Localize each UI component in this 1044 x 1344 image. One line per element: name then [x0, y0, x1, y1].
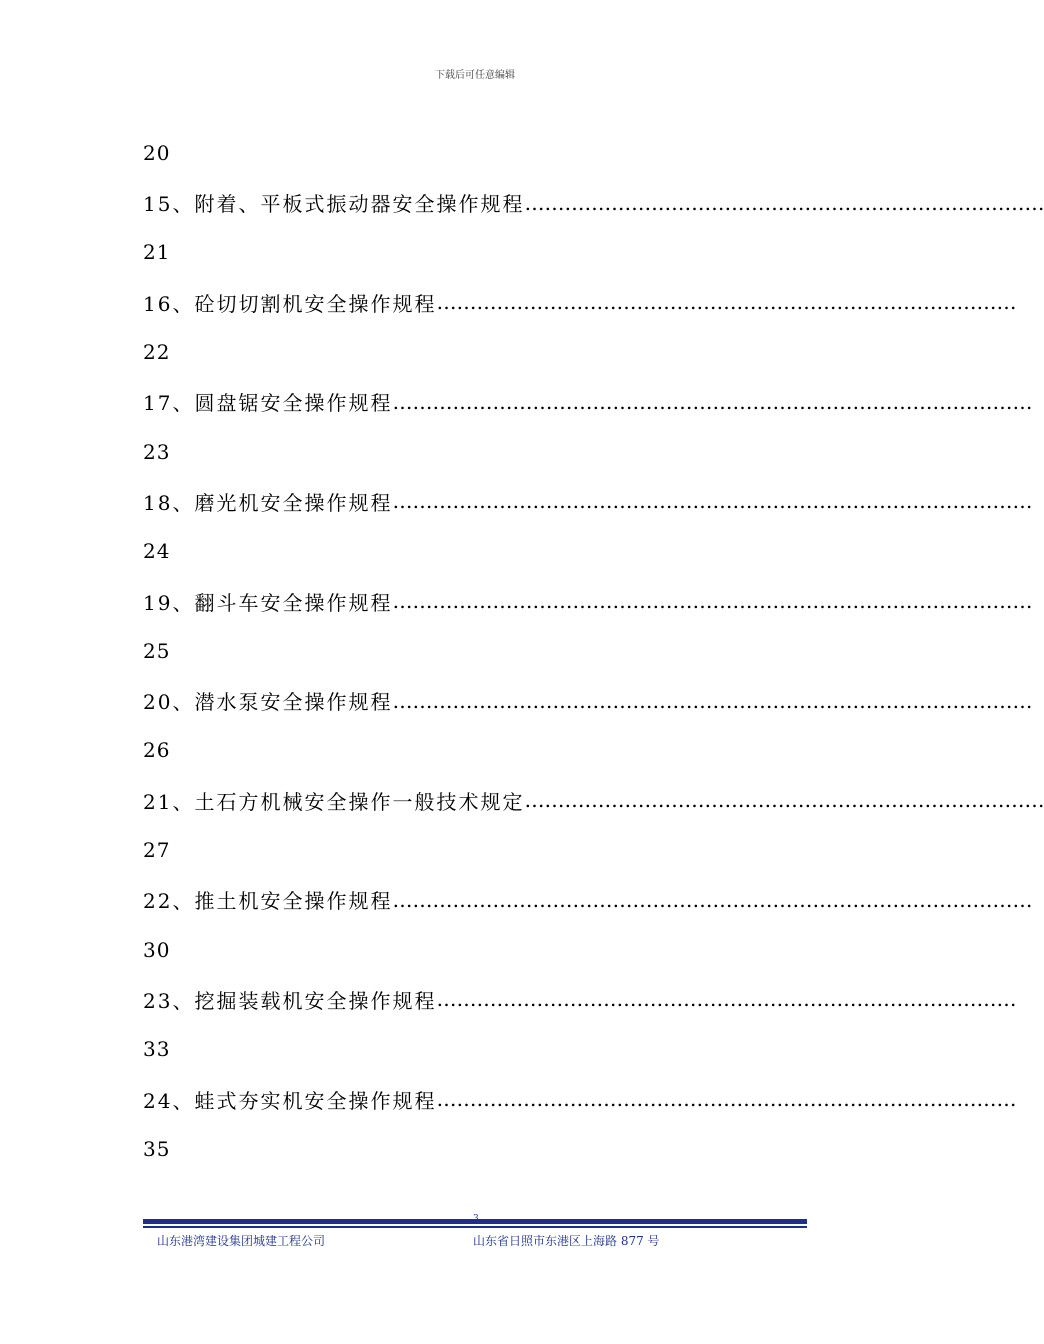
table-of-contents — [143, 128, 1044, 1174]
toc-page-number: 22 — [143, 340, 171, 365]
header-note: 下载后可任意编辑 — [435, 70, 515, 81]
toc-page-number: 23 — [143, 439, 171, 464]
toc-entry-17[interactable]: 17、圆盘锯安全操作规程 …………………………………………………………………………………… — [143, 389, 1033, 416]
toc-entry-21[interactable]: 21、土石方机械安全操作一般技术规定 …………………………………………………………………… — [143, 788, 1044, 814]
footer-address: 山东省日照市东港区上海路 877 号 — [473, 1234, 660, 1248]
toc-entry-18[interactable]: 18、磨光机安全操作规程 …………………………………………………………………………………… — [143, 489, 1033, 515]
footer-rule-thin — [143, 1226, 807, 1228]
toc-entry-24[interactable]: 24、蛙式夯实机安全操作规程 …………………………………………………………………………… — [143, 1087, 1017, 1113]
footer-company: 山东港湾建设集团城建工程公司 — [157, 1234, 326, 1248]
toc-page-number: 27 — [143, 838, 171, 863]
toc-page-number: 21 — [143, 240, 171, 265]
toc-page-number: 35 — [143, 1136, 171, 1161]
toc-entry-16[interactable]: 16、砼切切割机安全操作规程 …………………………………………………………………………… — [143, 290, 1017, 316]
toc-entry-22[interactable]: 22、推土机安全操作规程 …………………………………………………………………………………… — [143, 887, 1033, 914]
toc-page-number: 26 — [143, 738, 171, 763]
toc-page-number: 24 — [143, 539, 171, 564]
toc-page-number: 25 — [143, 638, 171, 663]
toc-page-number: 20 — [143, 140, 171, 165]
toc-entry-19[interactable]: 19、翻斗车安全操作规程 …………………………………………………………………………………… — [143, 589, 1033, 615]
toc-page-number: 33 — [143, 1037, 171, 1062]
toc-entry-23[interactable]: 23、挖掘装载机安全操作规程 …………………………………………………………………………… — [143, 987, 1017, 1013]
page-footer — [143, 1219, 807, 1252]
toc-entry-15[interactable]: 15、附着、平板式振动器安全操作规程 …………………………………………………………………… — [143, 190, 1044, 217]
toc-entry-20[interactable]: 20、潜水泵安全操作规程 …………………………………………………………………………………… — [143, 688, 1033, 715]
toc-page-number: 30 — [143, 937, 171, 962]
